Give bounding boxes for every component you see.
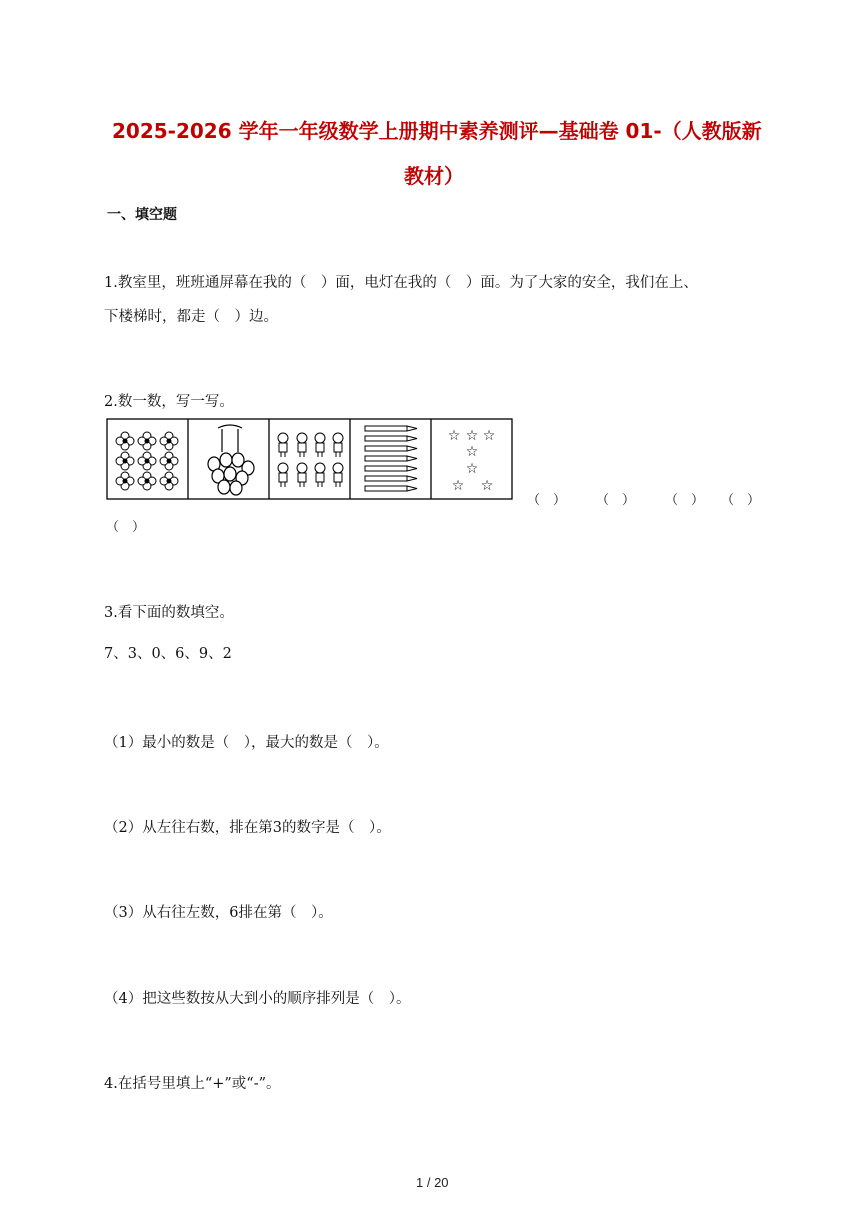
q2-answer-blank-3[interactable]: （ ） — [665, 493, 705, 508]
q2-answer-blank-5[interactable]: （ ） — [106, 520, 146, 535]
q2-answer-blank-2[interactable]: （ ） — [596, 493, 636, 508]
svg-text:☆: ☆ — [465, 428, 479, 444]
q4-prompt: 4.在括号里填上“+”或“-”。 — [104, 1076, 281, 1092]
svg-text:☆: ☆ — [465, 444, 479, 460]
svg-text:☆: ☆ — [451, 478, 465, 494]
q3-sub1: （1）最小的数是（ ），最大的数是（ ）。 — [104, 735, 389, 751]
q1-line2: 下楼梯时，都走（ ）边。 — [104, 309, 278, 325]
doc-title-line2: 教材） — [404, 164, 464, 188]
q3-sub2: （2）从左往右数，排在第3的数字是（ ）。 — [104, 820, 391, 836]
page-number: 1 / 20 — [416, 1175, 449, 1190]
flower-group-icon — [116, 432, 178, 490]
q1-line1: 1.教室里，班班通屏幕在我的（ ）面，电灯在我的（ ）面。为了大家的安全，我们在上、 — [104, 275, 698, 291]
q3-number-list: 7、3、0、6、9、2 — [104, 646, 232, 662]
svg-text:☆: ☆ — [465, 461, 479, 477]
svg-text:☆: ☆ — [447, 428, 461, 444]
svg-text:☆: ☆ — [480, 478, 494, 494]
q2-answer-blank-4[interactable]: （ ） — [721, 493, 761, 508]
q2-answer-blank-1[interactable]: （ ） — [527, 493, 567, 508]
section-heading-fill-in: 一、填空题 — [107, 207, 177, 223]
svg-text:☆: ☆ — [482, 428, 496, 444]
counting-picture-table — [106, 418, 514, 501]
q3-sub4: （4）把这些数按从大到小的顺序排列是（ ）。 — [104, 991, 411, 1007]
q3-prompt: 3.看下面的数填空。 — [104, 605, 234, 621]
doc-title-line1: 2025-2026 学年一年级数学上册期中素养测评—基础卷 01-（人教版新 — [112, 119, 762, 143]
q2-prompt: 2.数一数，写一写。 — [104, 394, 234, 410]
q3-sub3: （3）从右往左数，6排在第（ ）。 — [104, 905, 333, 921]
